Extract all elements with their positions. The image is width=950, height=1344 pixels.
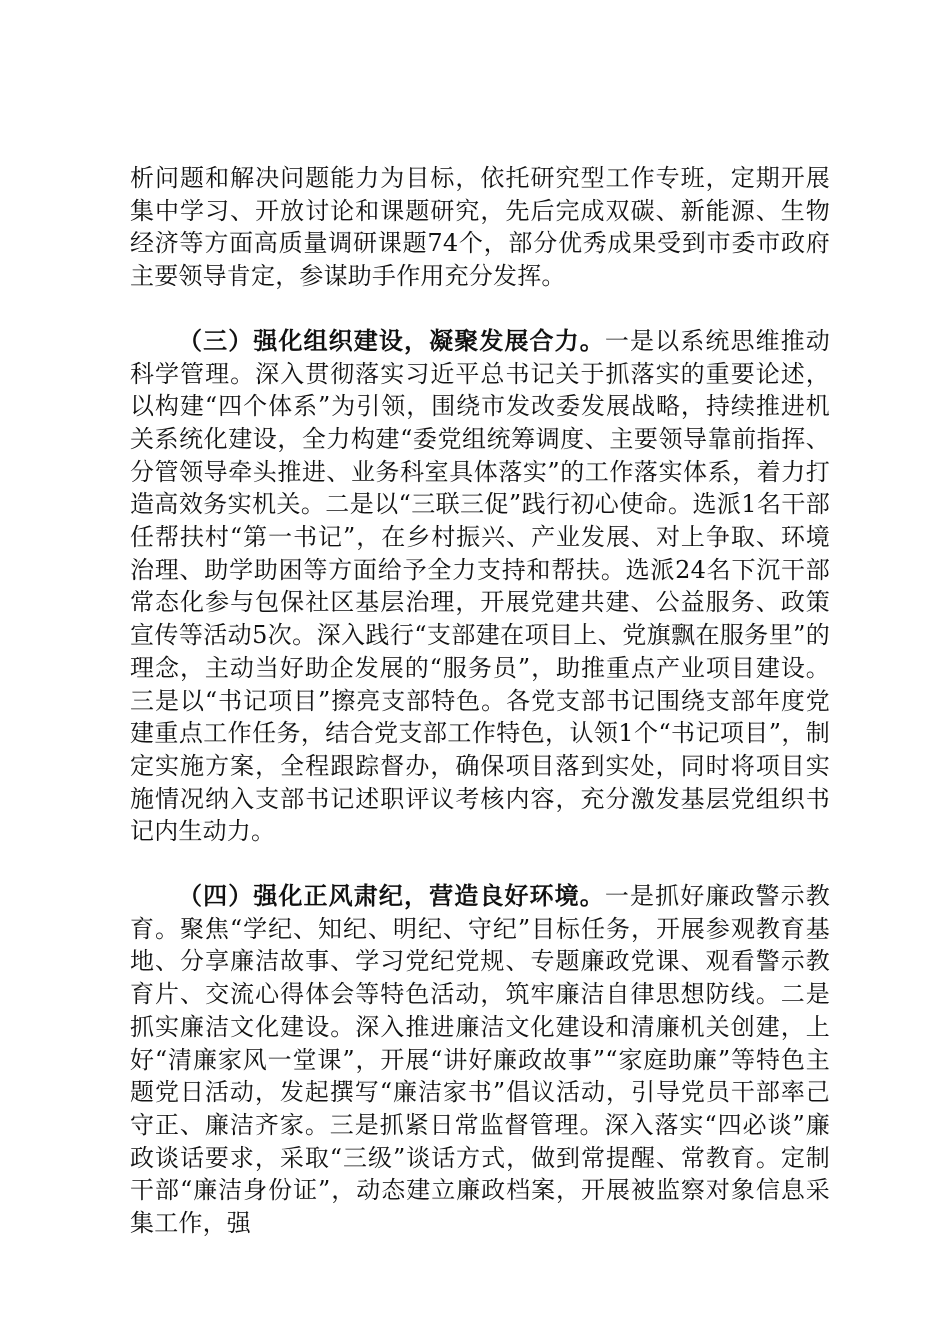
section-four-heading: （四）强化正风肃纪，营造良好环境。 bbox=[178, 881, 605, 911]
paragraph-spacer bbox=[130, 848, 830, 880]
section-three-body: 一是以系统思维推动科学管理。深入贯彻落实习近平总书记关于抓落实的重要论述，以构建“四个体系”为引领，围绕市发改委发展战略，持续推进机关系统化建设，全力构建“委党组统筹调度、主要领导靠前指挥、分管领导牵头推进、业务科室具体落实”的工作落实体系，着力打造高效务实机关。二是以“三联三促”践行初心使命。选派1名干部任帮扶村“第一书记”，在乡村振兴、产业发展、对上争取、环境治理、助学助困等方面给予全力支持和帮扶。选派24名下沉干部常态化参与包保社区基层治理，开展党建共建、公益服务、政策宣传等活动5次。深入践行“支部建在项目上、党旗飘在服务里”的理念，主动当好助企发展的“服务员”，助推重点产业项目建设。三是以“书记项目”擦亮支部特色。各党支部书记围绕支部年度党建重点工作任务，结合党支部工作特色，认领1个“书记项目”，制定实施方案，全程跟踪督办，确保项目落到实处，同时将项目实施情况纳入支部书记述职评议考核内容，充分激发基层党组织书记内生动力。 bbox=[130, 326, 830, 846]
section-three-paragraph bbox=[130, 325, 830, 848]
paragraph-continuation: 析问题和解决问题能力为目标，依托研究型工作专班，定期开展集中学习、开放讨论和课题研究，先后完成双碳、新能源、生物经济等方面高质量调研课题74个，部分优秀成果受到市委市政府主要领导肯定，参谋助手作用充分发挥。 bbox=[130, 164, 830, 291]
document-page bbox=[130, 162, 830, 1240]
paragraph-spacer bbox=[130, 293, 830, 325]
section-four-paragraph bbox=[130, 880, 830, 1240]
section-three-heading: （三）强化组织建设，凝聚发展合力。 bbox=[178, 325, 605, 355]
section-four-body: 一是抓好廉政警示教育。聚焦“学纪、知纪、明纪、守纪”目标任务，开展参观教育基地、分享廉洁故事、学习党纪党规、专题廉政党课、观看警示教育片、交流心得体会等特色活动，筑牢廉洁自律思想防线。二是抓实廉洁文化建设。深入推进廉洁文化建设和清廉机关创建，上好“清廉家风一堂课”，开展“讲好廉政故事”“家庭助廉”等特色主题党日活动，发起撰写“廉洁家书”倡议活动，引导党员干部率己守正、廉洁齐家。三是抓紧日常监督管理。深入落实“四必谈”廉政谈话要求，采取“三级”谈话方式，做到常提醒、常教育。定制干部“廉洁身份证”，动态建立廉政档案，开展被监察对象信息采集工作，强 bbox=[130, 882, 830, 1238]
